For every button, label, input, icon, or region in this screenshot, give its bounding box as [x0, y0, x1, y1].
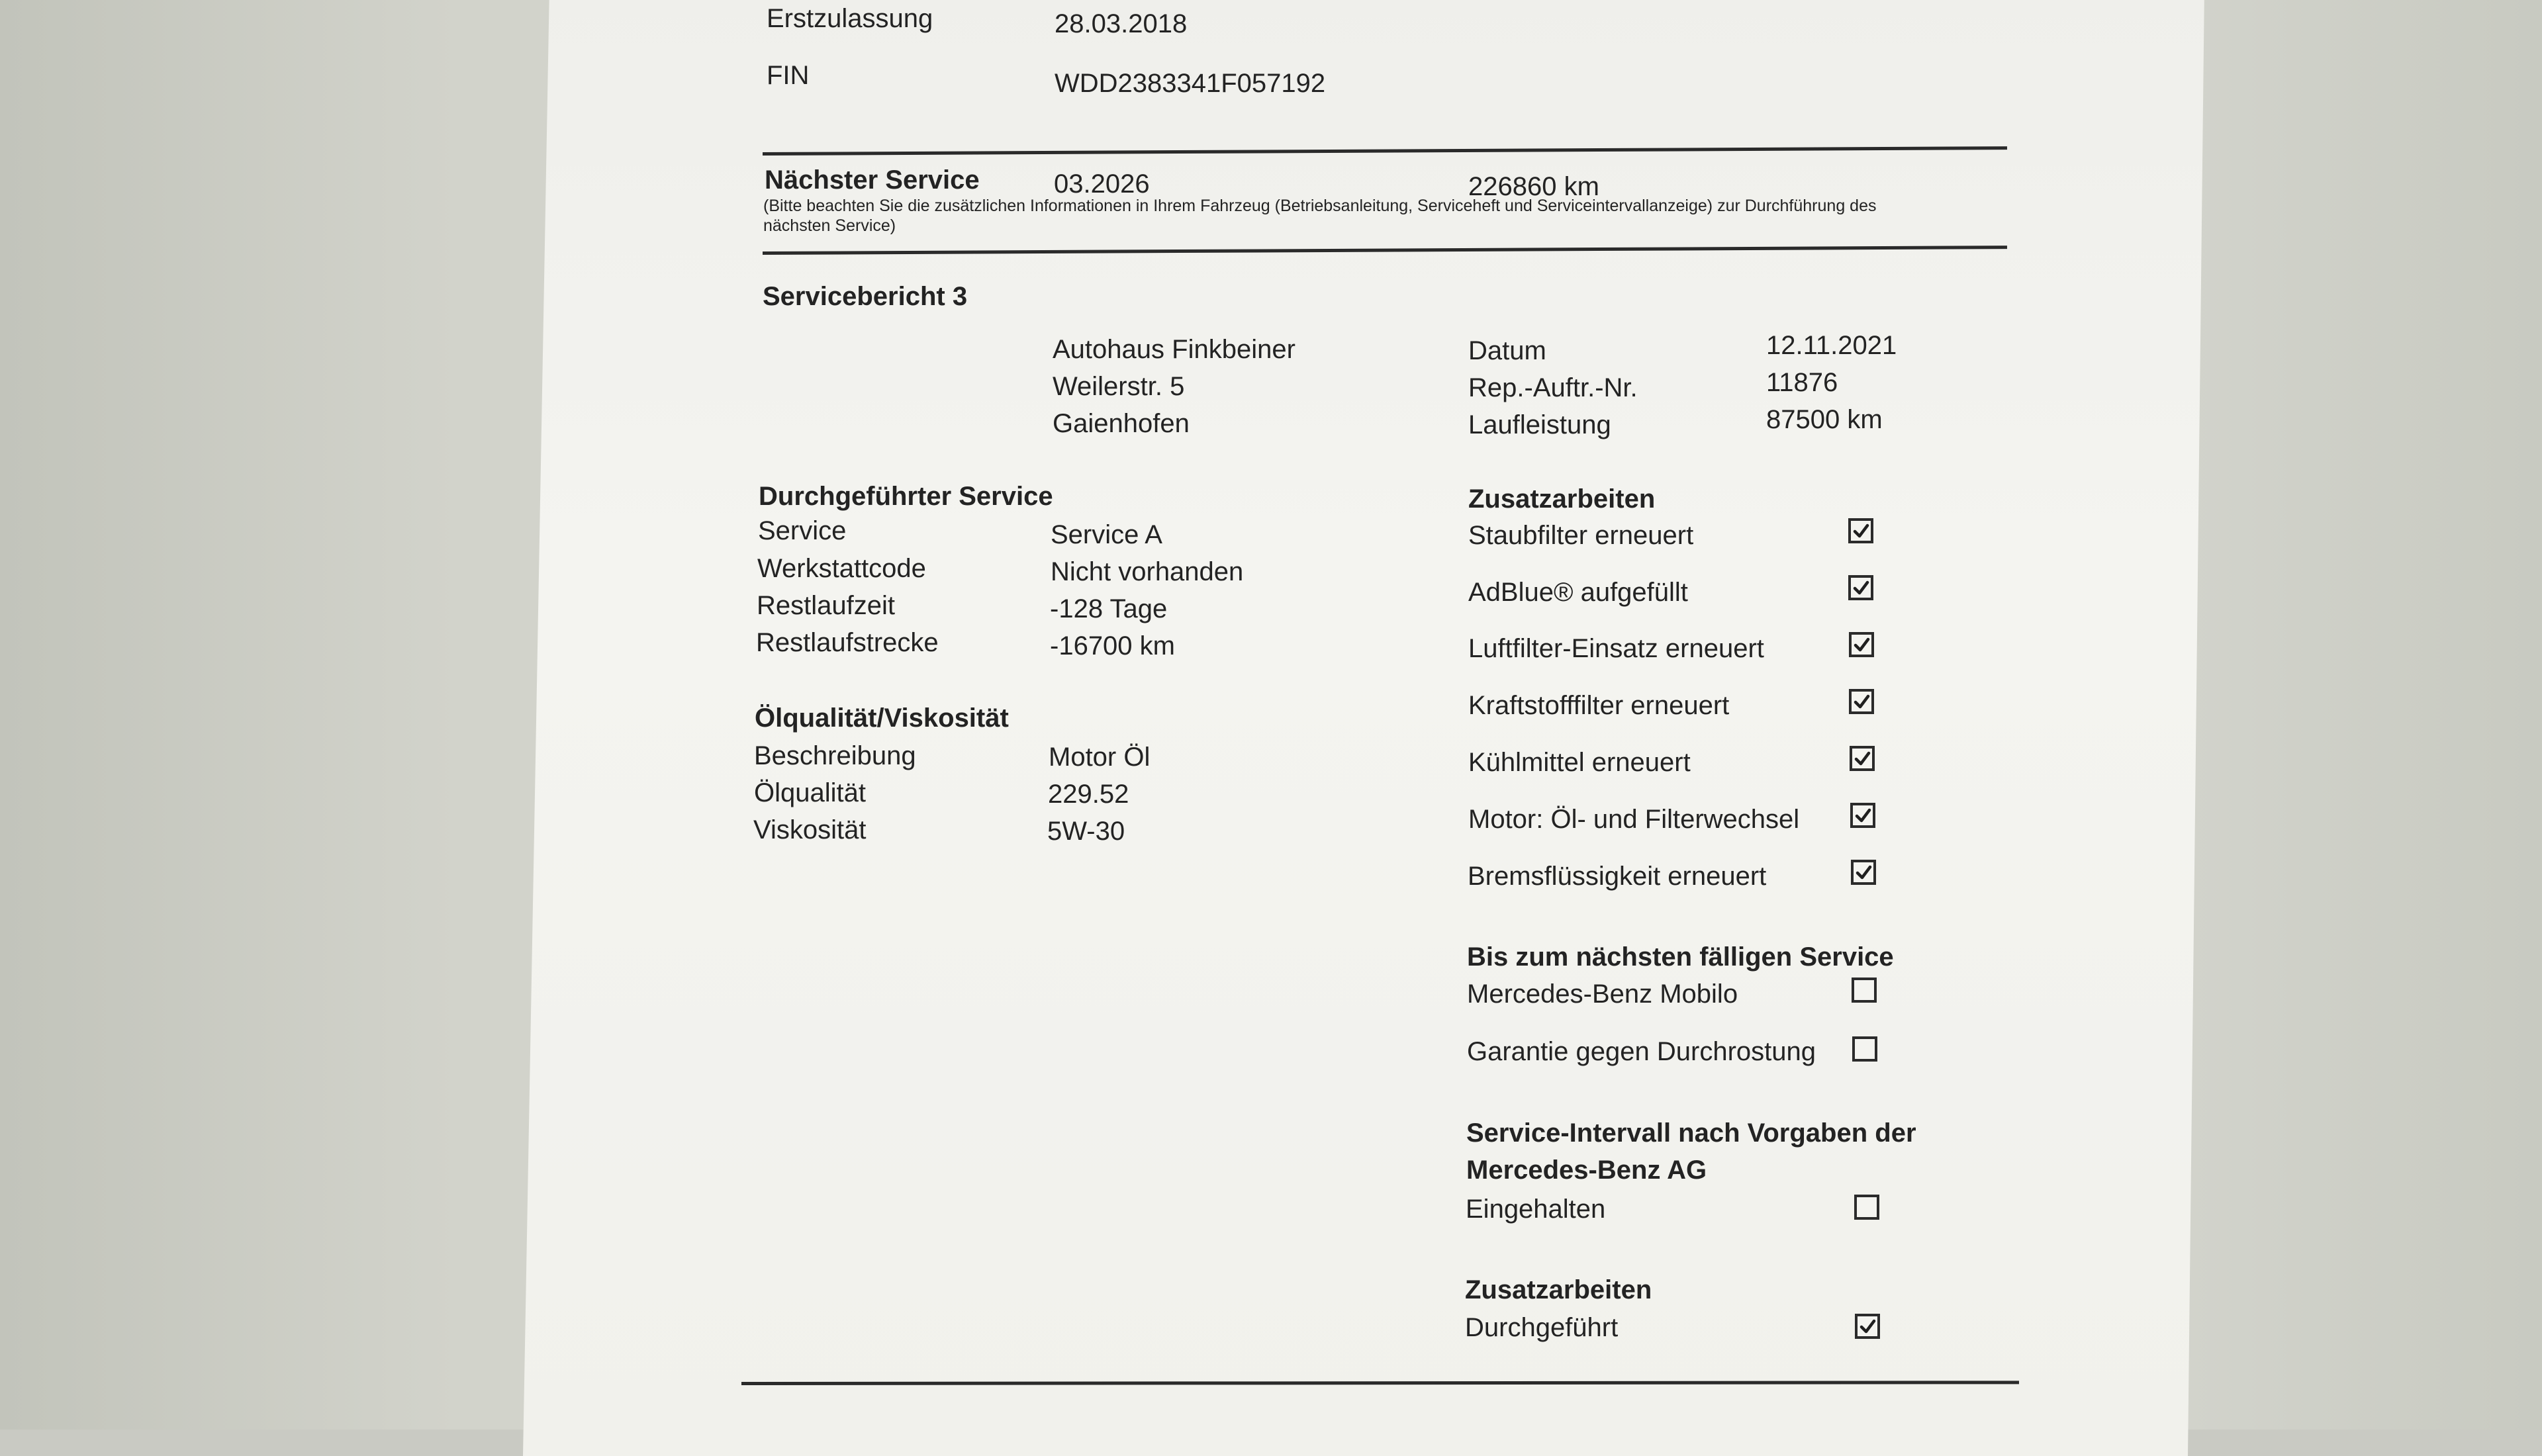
check-mark-icon: [1856, 864, 1872, 881]
until-next-checkbox[interactable]: [1852, 1036, 1877, 1062]
restlaufstrecke-value: -16700 km: [1050, 631, 1175, 660]
until-next-checkbox[interactable]: [1852, 978, 1877, 1003]
extra-item-label: Bremsflüssigkeit erneuert: [1468, 862, 1767, 891]
service-label: Service: [758, 516, 847, 545]
viscosity-value: 5W-30: [1047, 817, 1125, 846]
fin-value: WDD2383341F057192: [1055, 69, 1326, 98]
until-next-heading: Bis zum nächsten fälligen Service: [1467, 942, 1894, 972]
interval-heading-line1: Service-Intervall nach Vorgaben der: [1466, 1118, 1916, 1148]
extra-item-label: Motor: Öl- und Filterwechsel: [1468, 805, 1800, 834]
service-done-heading: Durchgeführter Service: [759, 482, 1053, 511]
restlaufzeit-value: -128 Tage: [1050, 594, 1168, 623]
dealer-name: Autohaus Finkbeiner: [1053, 335, 1295, 364]
check-mark-icon: [1854, 637, 1870, 653]
check-mark-icon: [1853, 580, 1869, 596]
werkstattcode-value: Nicht vorhanden: [1051, 557, 1244, 586]
oil-quality-value: 229.52: [1048, 780, 1129, 809]
oil-desc-label: Beschreibung: [754, 741, 916, 770]
next-service-date: 03.2026: [1054, 169, 1150, 199]
until-next-item-label: Mercedes-Benz Mobilo: [1467, 979, 1738, 1009]
fin-label: FIN: [767, 61, 810, 90]
extra-work2-heading: Zusatzarbeiten: [1465, 1275, 1652, 1304]
next-service-label: Nächster Service: [765, 165, 980, 195]
datum-value: 12.11.2021: [1766, 331, 1897, 360]
extra-item-checkbox[interactable]: [1849, 632, 1874, 657]
extra-item-checkbox[interactable]: [1850, 746, 1875, 771]
interval-item-label: Eingehalten: [1466, 1195, 1606, 1224]
erstzulassung-value: 28.03.2018: [1055, 9, 1188, 38]
dealer-street: Weilerstr. 5: [1053, 372, 1185, 401]
erstzulassung-label: Erstzulassung: [767, 4, 933, 33]
laufleistung-value: 87500 km: [1766, 405, 1883, 434]
extra-work-heading: Zusatzarbeiten: [1468, 484, 1656, 514]
restlaufstrecke-label: Restlaufstrecke: [756, 628, 939, 657]
viscosity-label: Viskosität: [753, 815, 867, 844]
extra-item-checkbox[interactable]: [1849, 689, 1874, 714]
service-value: Service A: [1051, 520, 1162, 549]
oil-desc-value: Motor Öl: [1049, 743, 1151, 772]
extra-work2-checkbox[interactable]: [1855, 1314, 1880, 1339]
dealer-city: Gaienhofen: [1053, 409, 1190, 438]
check-mark-icon: [1854, 694, 1870, 710]
check-mark-icon: [1854, 751, 1871, 767]
oil-quality-label: Ölqualität: [754, 778, 866, 807]
datum-label: Datum: [1468, 336, 1546, 365]
interval-checkbox[interactable]: [1854, 1195, 1879, 1220]
check-mark-icon: [1859, 1318, 1876, 1335]
extra-item-checkbox[interactable]: [1848, 518, 1873, 543]
extra-item-checkbox[interactable]: [1848, 575, 1873, 600]
report-title: Servicebericht 3: [763, 282, 968, 311]
extra-item-label: Kühlmittel erneuert: [1468, 748, 1691, 777]
oil-heading: Ölqualität/Viskosität: [755, 704, 1009, 733]
extra-item-label: AdBlue® aufgefüllt: [1468, 578, 1688, 607]
auftrag-value: 11876: [1766, 368, 1838, 397]
auftrag-label: Rep.-Auftr.-Nr.: [1468, 373, 1638, 402]
check-mark-icon: [1855, 807, 1871, 824]
extra-item-checkbox[interactable]: [1850, 803, 1875, 828]
extra-work2-item-label: Durchgeführt: [1465, 1313, 1619, 1342]
next-service-note: (Bitte beachten Sie die zusätzlichen Informationen in Ihrem Fahrzeug (Betriebsanleitung, Serviceheft und Serviceintervallanzeige) zur Durchführung des nächsten Service): [763, 197, 1877, 235]
next-service-km: 226860 km: [1468, 172, 1599, 201]
extra-item-label: Kraftstofffilter erneuert: [1468, 691, 1730, 720]
werkstattcode-label: Werkstattcode: [757, 554, 926, 583]
restlaufzeit-label: Restlaufzeit: [757, 591, 895, 620]
extra-item-checkbox[interactable]: [1851, 860, 1876, 885]
interval-heading-line2: Mercedes-Benz AG: [1466, 1156, 1707, 1185]
until-next-item-label: Garantie gegen Durchrostung: [1467, 1037, 1816, 1066]
check-mark-icon: [1853, 523, 1869, 539]
extra-item-label: Luftfilter-Einsatz erneuert: [1468, 634, 1764, 663]
laufleistung-label: Laufleistung: [1468, 410, 1611, 439]
extra-item-label: Staubfilter erneuert: [1468, 521, 1694, 550]
